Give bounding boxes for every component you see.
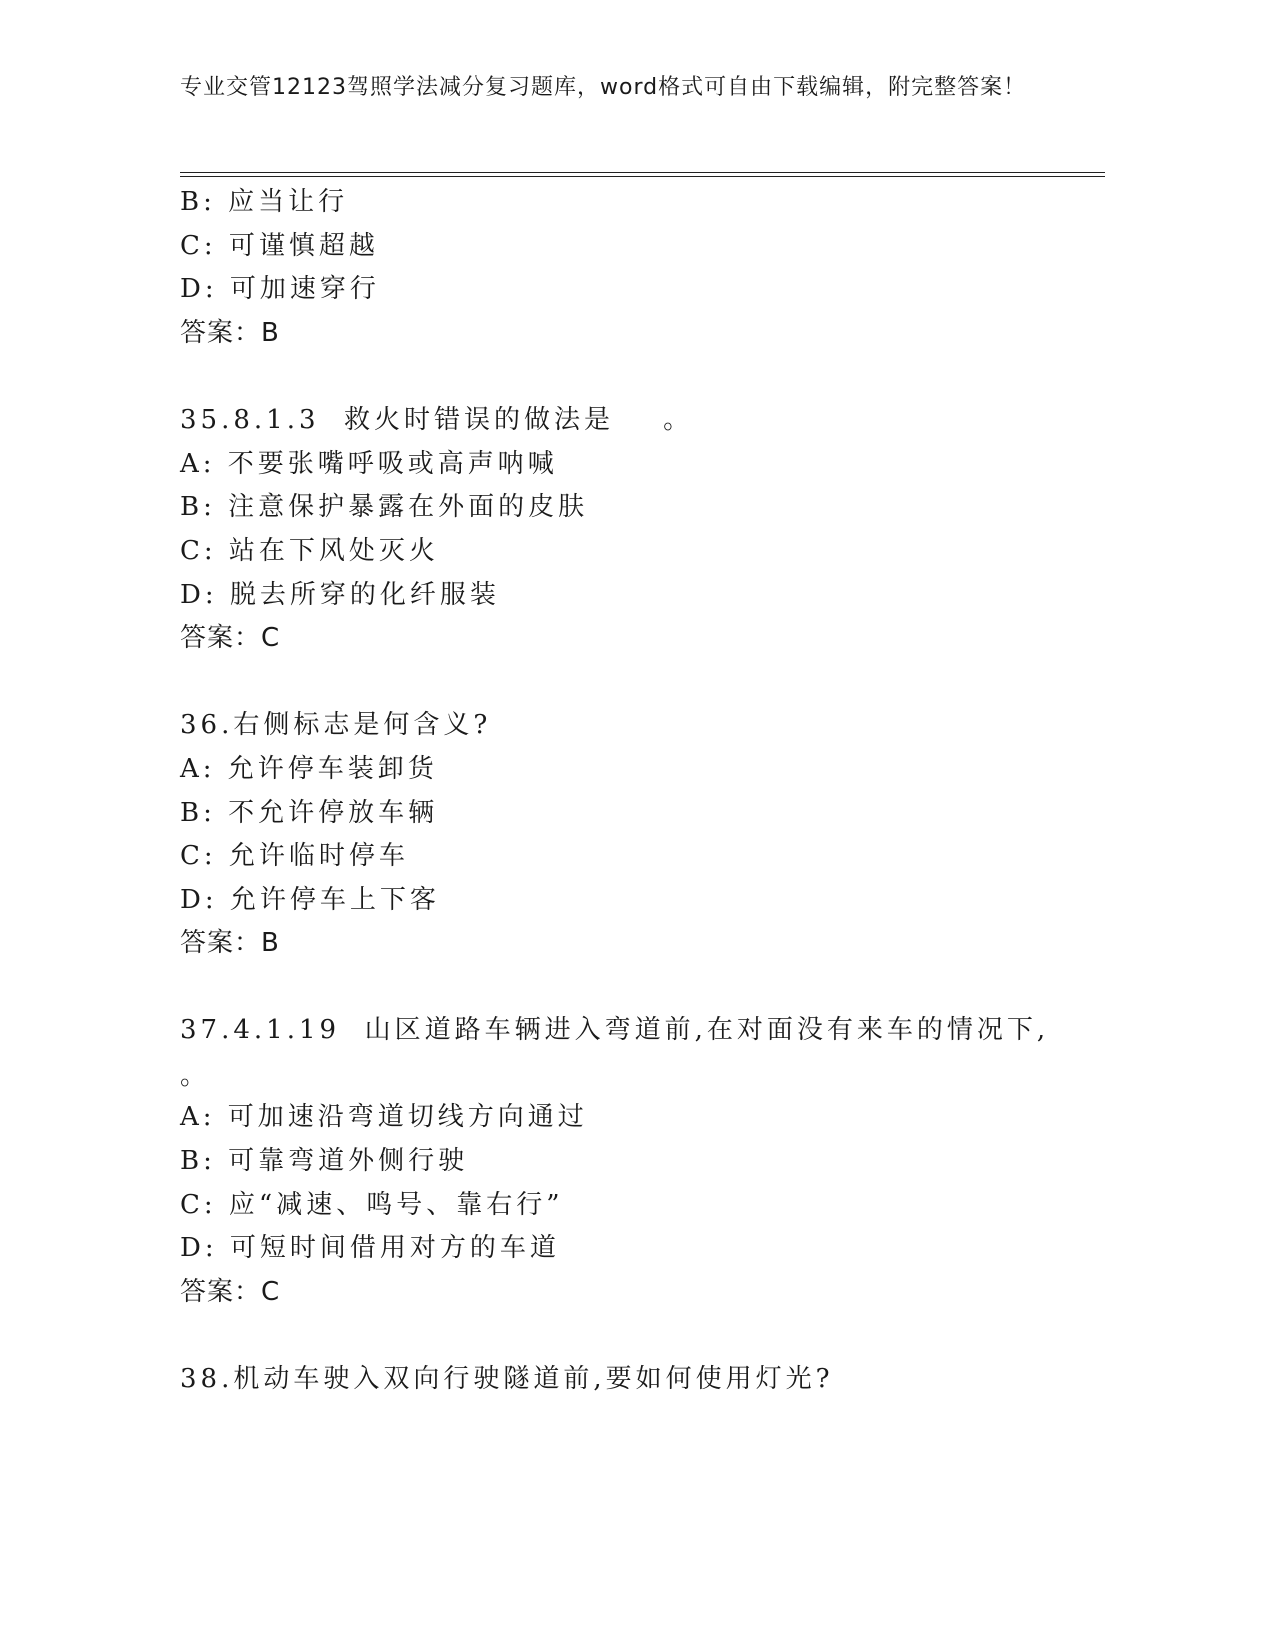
option-a: A: 可加速沿弯道切线方向通过 xyxy=(180,1102,588,1132)
option-d: D: 可加速穿行 xyxy=(180,274,380,304)
answer: 答案：B xyxy=(180,928,280,958)
option-d: D: 脱去所穿的化纤服装 xyxy=(180,580,500,610)
option-c: C: 应“减速、鸣号、靠右行” xyxy=(180,1190,564,1220)
question-stem: 37.4.1.19 山区道路车辆进入弯道前,在对面没有来车的情况下, xyxy=(180,1015,1050,1045)
option-c: C: 可谨慎超越 xyxy=(180,231,379,261)
answer: 答案：C xyxy=(180,1277,281,1307)
question-stem: 35.8.1.3 救火时错误的做法是 。 xyxy=(180,405,694,435)
option-b: B: 可靠弯道外侧行驶 xyxy=(180,1146,469,1176)
question-stem: 36.右侧标志是何含义? xyxy=(180,710,492,740)
option-b: B: 应当让行 xyxy=(180,187,349,217)
option-c: C: 站在下风处灭火 xyxy=(180,536,439,566)
header-divider-thick xyxy=(180,172,1105,173)
answer: 答案：C xyxy=(180,623,281,653)
document-header: 专业交管12123驾照学法减分复习题库，word格式可自由下载编辑，附完整答案！ xyxy=(180,75,1027,100)
question-stem-continuation: 。 xyxy=(180,1061,211,1091)
option-c: C: 允许临时停车 xyxy=(180,841,409,871)
header-divider-thin xyxy=(180,176,1105,177)
option-b: B: 注意保护暴露在外面的皮肤 xyxy=(180,492,589,522)
option-d: D: 可短时间借用对方的车道 xyxy=(180,1233,560,1263)
option-d: D: 允许停车上下客 xyxy=(180,885,440,915)
question-stem: 38.机动车驶入双向行驶隧道前,要如何使用灯光? xyxy=(180,1364,834,1394)
answer: 答案：B xyxy=(180,318,280,348)
option-a: A: 允许停车装卸货 xyxy=(180,754,438,784)
option-b: B: 不允许停放车辆 xyxy=(180,798,439,828)
option-a: A: 不要张嘴呼吸或高声呐喊 xyxy=(180,449,558,479)
